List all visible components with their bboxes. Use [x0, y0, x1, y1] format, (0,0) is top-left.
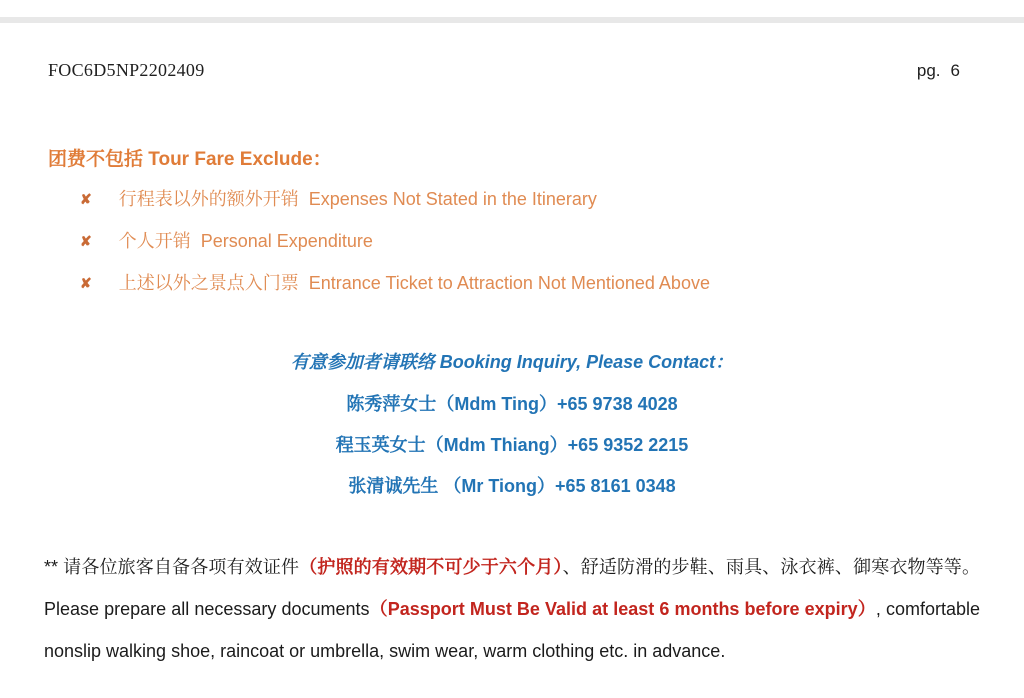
exclusions-heading: 团费不包括 Tour Fare Exclude： — [48, 149, 332, 170]
exclusion-item-label: 个人开销 Personal Expenditure — [118, 231, 373, 251]
cross-bullet-icon: ✘ — [80, 191, 92, 207]
cross-bullet-icon: ✘ — [80, 233, 92, 249]
cross-bullet-icon: ✘ — [80, 275, 92, 291]
exclusions-list — [80, 187, 984, 313]
page-number — [917, 61, 960, 81]
exclusion-item — [80, 229, 984, 253]
notice-segment: （Passport Must Be Valid at least 6 months before expiry） — [369, 599, 876, 619]
notice-paragraph — [44, 546, 980, 672]
document-code: FOC6D5NP2202409 — [48, 60, 205, 80]
exclusion-item-label: 行程表以外的额外开销 Expenses Not Stated in the Itinerary — [118, 189, 597, 209]
booking-heading: 有意参加者请联络 Booking Inquiry, Please Contact： — [290, 352, 734, 372]
notice-segment: （护照的有效期不可少于六个月） — [299, 557, 563, 577]
notice-segment: , comfortable nonslip walking shoe, raincoat or umbrella, swim wear, warm clothing etc. in advance. — [44, 599, 980, 661]
page-number-value: 6 — [950, 61, 960, 80]
exclusion-item-label: 上述以外之景点入门票 Entrance Ticket to Attraction Not Mentioned Above — [118, 273, 710, 293]
exclusion-item — [80, 271, 984, 295]
contact-line-mdm-thiang: 程玉英女士（Mdm Thiang）+65 9352 2215 — [335, 435, 689, 455]
exclusion-item — [80, 187, 984, 211]
page-top-divider — [0, 17, 1024, 23]
page-number-label: pg. — [916, 61, 941, 80]
notice-segment: ** 请各位旅客自备各项有效证件 — [44, 557, 300, 577]
notice-segment: 、舒适防滑的步鞋、雨具、泳衣裤、御寒衣物等等。Please prepare all necessary documents — [44, 557, 981, 619]
contact-line-mdm-ting: 陈秀萍女士（Mdm Ting）+65 9738 4028 — [346, 394, 678, 414]
contact-line-mr-tiong: 张清诚先生 （Mr Tiong）+65 8161 0348 — [348, 476, 676, 496]
booking-section — [0, 350, 1024, 515]
document-header — [48, 60, 960, 81]
